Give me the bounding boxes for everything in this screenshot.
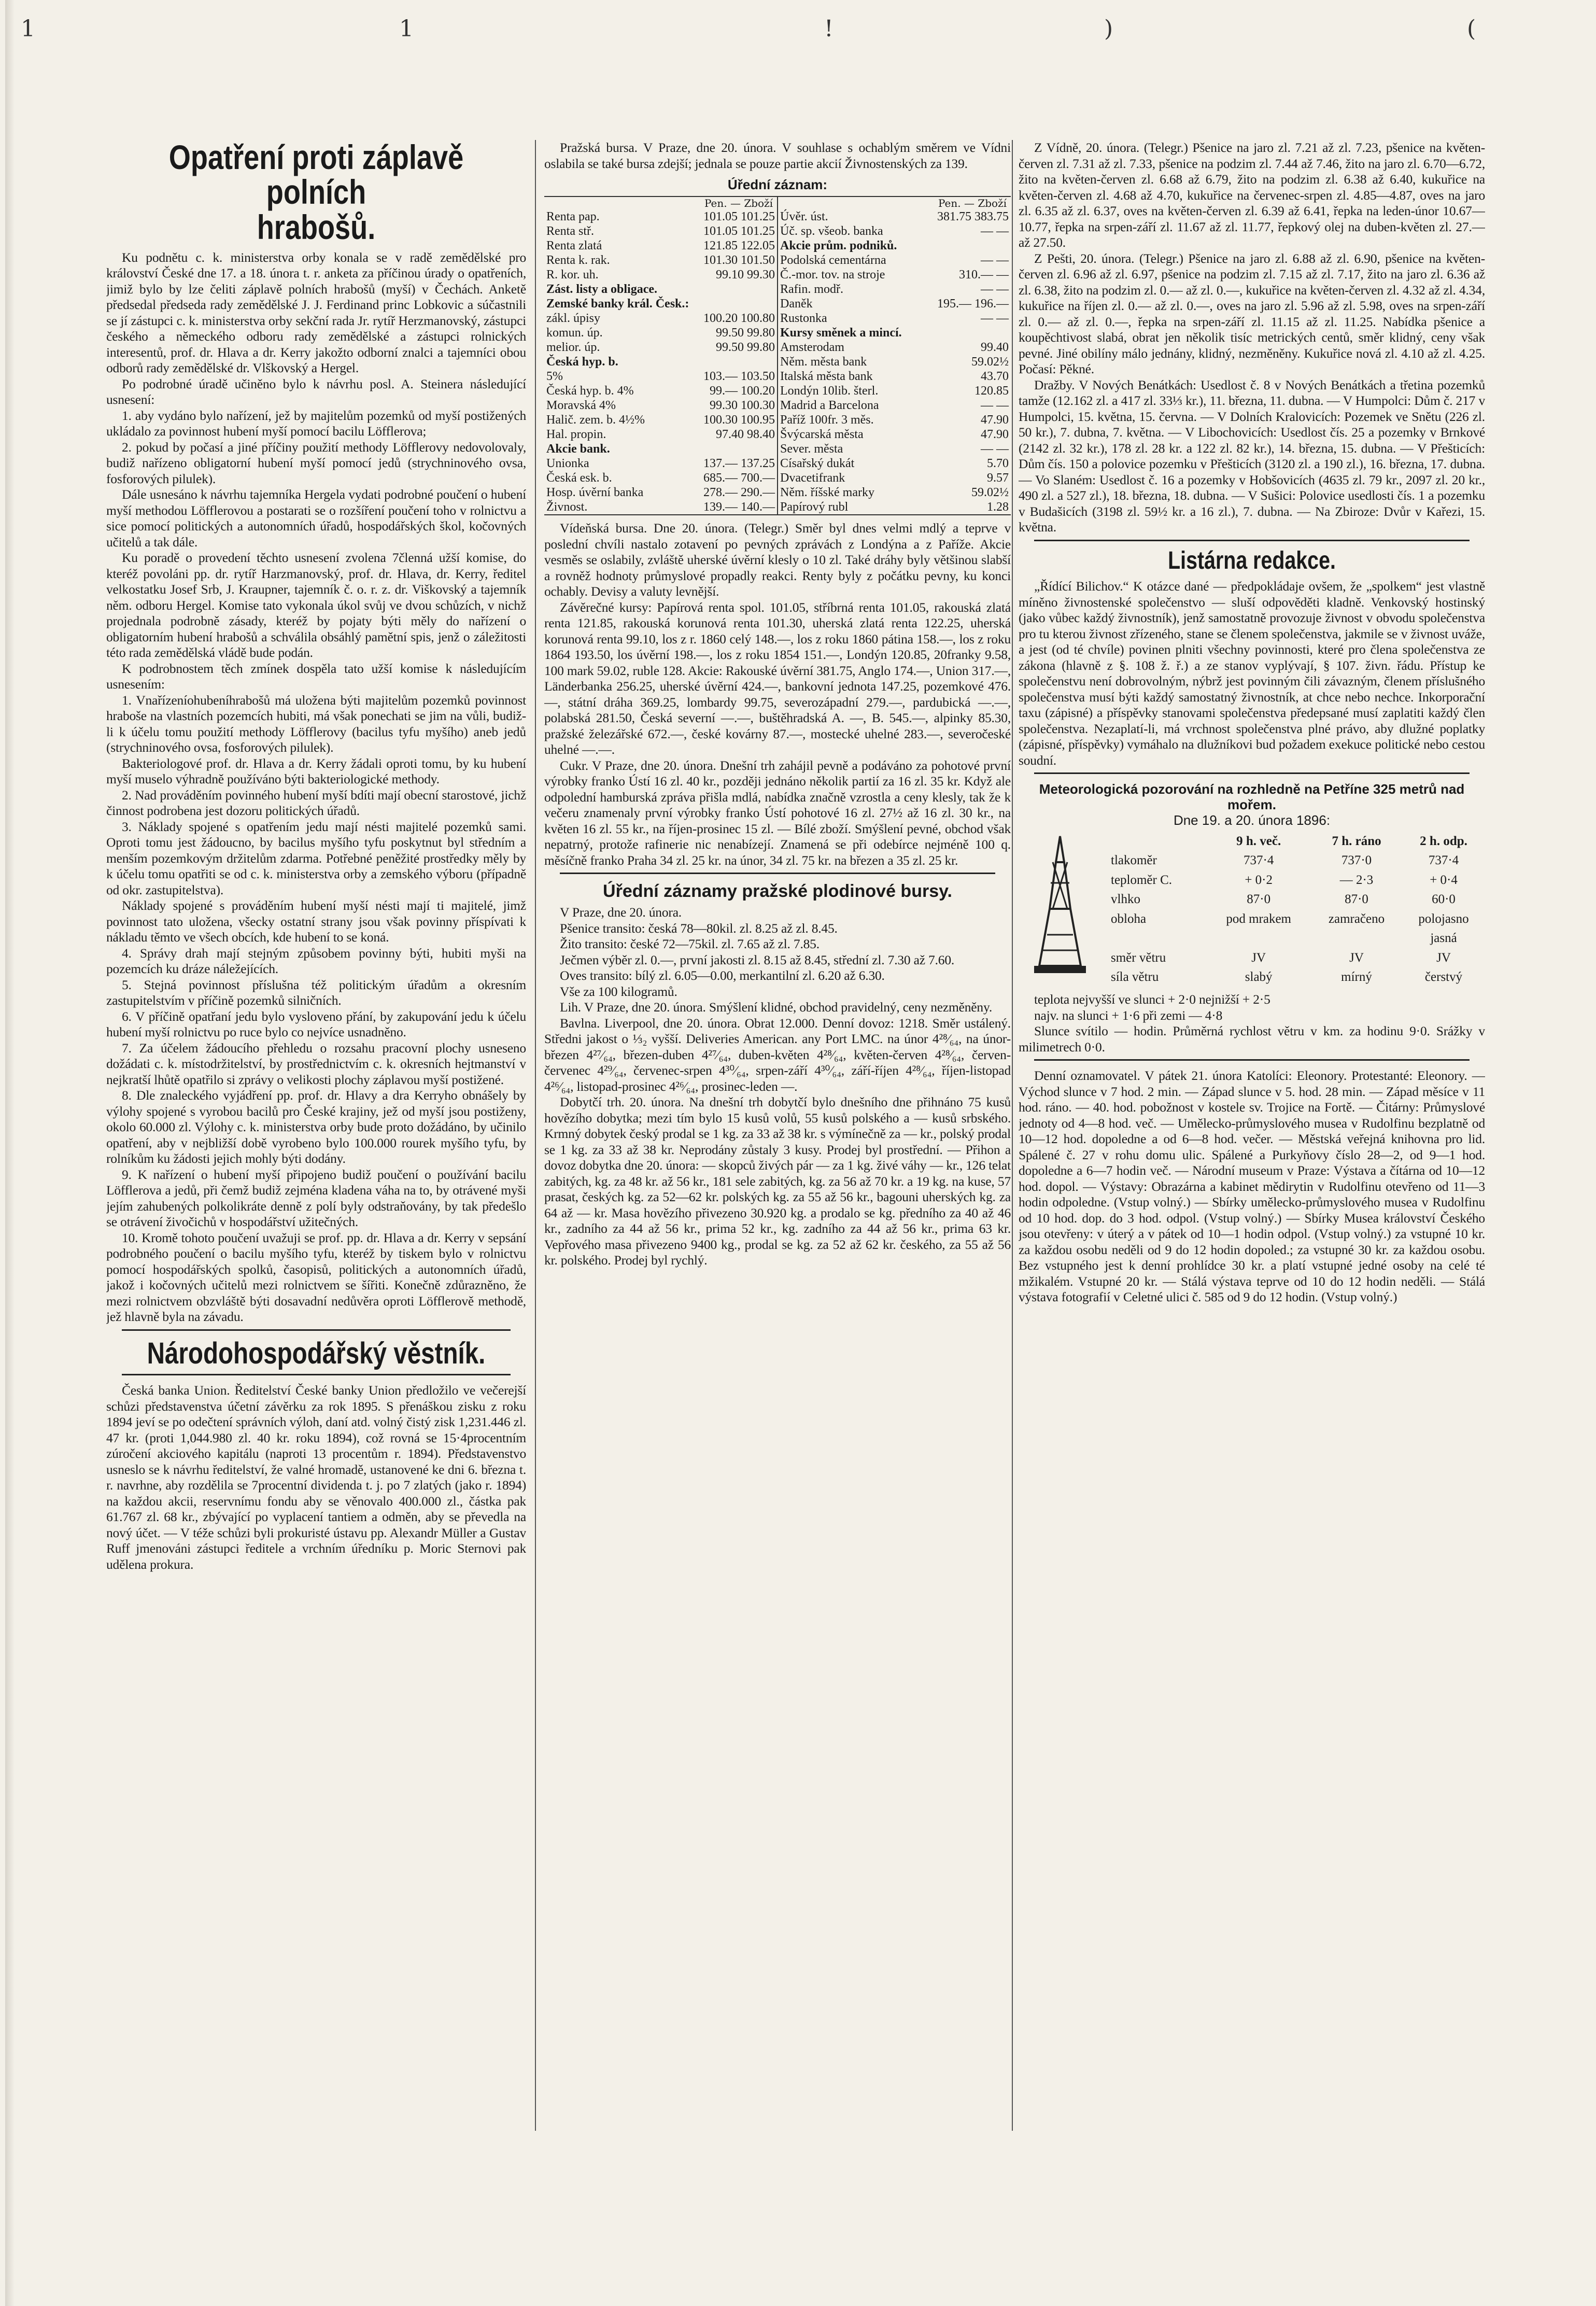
meteo-value: čerstvý	[1424, 970, 1463, 985]
rates-col-head: Pen. — Zboží	[938, 197, 1007, 209]
rate-label: Česká esk. b.	[546, 471, 612, 485]
rate-row	[778, 224, 1011, 238]
meteo-table	[1108, 831, 1485, 987]
rate-label: Londýn 10lib. šterl.	[780, 384, 879, 398]
header-mark: 1	[21, 16, 35, 42]
rate-row	[778, 456, 1011, 471]
column-1	[106, 140, 526, 1572]
section-rule	[122, 1374, 511, 1375]
meteo-value: zamračeno	[1328, 911, 1385, 926]
meteo-value: + 0·2	[1245, 873, 1273, 887]
rate-value: 310.— —	[959, 268, 1009, 282]
rate-value: — —	[981, 399, 1009, 412]
rate-value: 99.50 99.80	[716, 326, 775, 340]
rate-row	[544, 340, 777, 355]
rate-row	[544, 224, 777, 238]
meteo-header-cell: 2 h. odp.	[1420, 834, 1467, 848]
rate-label: Dvacetifrank	[780, 471, 845, 485]
paragraph: Oves transito: bílý zl. 6.05—0.00, merkantilní zl. 6.20 až 6.30.	[560, 968, 885, 983]
rate-label: Sever. města	[780, 442, 843, 456]
listarna-body	[1019, 579, 1485, 768]
prices-body	[544, 905, 1011, 1269]
paragraph: Dobytčí trh. 20. února. Na dnešní trh dobytčí bylo dnešního dne přihnáno 75 kusů hovězího dobytka; mezi tím bylo 15 kusů volů, 55 kusů polského a — kusů srbského. Krmný dobytek český prodal se 1 kg. za 33 až 38 kr. s výmínečně za — kr., polský prodal se 1 kg. za 33 až 38 kr. Neprodány zůstaly 3 kusy. Prodej byl prostřední. — Přihon a dovoz dobytka dne 20. února: — skopců živých pár — za 1 kg. živé váhy — kr., 126 telat zabitých, kg. za 48 kr. až 56 kr., 181 sele zabitých, kg. za 56 až 70 kr. a 19 kg. na kuse, 57 prasat, českých kg. za 52—62 kr. polských kg. za 55 až 56 kr., bagouni uherských kg. za 64 až — kr. Masa hovězího přivezeno 30.920 kg. a prodalo se kg. předního za 40 až 46 kr., zadního za 44 až 56 kr., prima 52 kr., kg. zadního za 44 až 56 kr., prima 63 kr. Vepřového masa přivezeno 9400 kg., prodal se kg. za 52 až 62 kr. českého, za 55 až 56 kr. polského. Prodej byl rychlý.	[544, 1094, 1011, 1268]
rate-row	[544, 268, 777, 282]
rate-value: 685.— 700.—	[703, 471, 775, 485]
rate-value: 47.90	[981, 413, 1009, 427]
meteo-value: JV	[1251, 950, 1266, 965]
paragraph: 9. K nařízení o hubení myší připojeno budiž poučení o používání bacilu Löfflerova a jedů, při čemž budiž zejména kladena váha na to, by otrávené myši jejím zahubených polkolikráte denně z polí byly odstraňovány, by tak předešlo se otrávení živočichů v hospodářství užitečných.	[106, 1166, 526, 1230]
rate-row	[544, 355, 777, 369]
rate-value: 121.85 122.05	[703, 239, 775, 252]
meteo-header-cell	[1108, 831, 1206, 851]
rates-col-head: Pen. — Zboží	[704, 197, 773, 209]
rate-value: 101.05 101.25	[703, 224, 775, 238]
rates-table	[544, 196, 1011, 515]
rate-label: Úvěr. úst.	[780, 210, 828, 223]
rate-label: Kursy směnek a mincí.	[780, 326, 902, 340]
rate-row	[778, 253, 1011, 268]
meteo-row	[1108, 948, 1485, 967]
rate-row	[544, 398, 777, 413]
rate-row	[778, 369, 1011, 384]
paragraph: Slunce svítilo — hodin. Průměrná rychlost větru v km. za hodinu 9·0. Srážky v milimetrech 0·0.	[1019, 1023, 1485, 1054]
paragraph: Vídeňská bursa. Dne 20. února. (Telegr.) Směr byl dnes velmi mdlý a teprve v poslední chvíli nastalo zotavení po pevných zprávách z Londýna a z Paříže. Akcie vesměs se oslabily, zvláště uherské úvěrní klesly o 10 zl. Také dráhy byly většinou slabší a rovněž hodnoty průmyslové propadly reakci. Renty byly z počátku pevny, ku konci ochably. Devisy a valuty levnější.	[544, 521, 1011, 599]
meteo-label: obloha	[1111, 911, 1147, 926]
rate-label: Italská města bank	[780, 370, 873, 383]
rate-value: 99.40	[981, 341, 1009, 354]
paragraph: 3. Náklady spojené s opatřením jedu mají nésti majitelé pozemků sami. Oproti tomu jest žádoucno, by bacilus myšího tyfu poskytnut byl středním a menším pozemkovým držitelům zdarma. Potřebné peněžité prostředky měly by k účelu tomu opatřiti se od c. k. ministerstva orby a zemského výboru (případně od okr. zastupitelstva).	[106, 819, 526, 897]
paragraph: Denní oznamovatel. V pátek 21. února Katolíci: Eleonory. Protestanté: Eleonory. — Východ slunce v 7 hod. 2 min. — Západ slunce v 5. hod. 28 min. — Západ měsíce v 11 hod. ráno. — 40. hod. pobožnost v kostele sv. Trojice na Fortě. — Čitárny: Průmyslové jednoty od 4—8 hod. več. — Umělecko-průmyslového musea v Rudolfinu bezplatně od 10—12 hod. dopoledne a od 6—8 hod. večer. — Městská veřejná knihovna pro lid. Spálené č. 27 v rohu domu ulic. Spálené a Purkyňovy číslo 28—2, od 9—1 hod. dopoledne a 6—7 hodin več. — Národní museum v Praze: Výstava a čítárna od 10—12 hod. dopol. — Výstavy: Obrazárna a kabinet mědirytin v Rudolfinu otevřeno od 11—3 hodin odpoledne. (Vstup volný.) — Sbírky umělecko-průmyslového musea v Rudolfinu od 10 hod. dop. do 3 hod. odpol. (Vstup volný.) — Sbírky Musea království Českého jsou otevřeny: v úterý a v pátek od 10—1 hodin odpol. (Vstup volný.) za vstupné 10 kr. za každou osobu neděli od 9 do 12 hodin dopoled.; za vstupné 30 kr. za každou osobu. Bez vstupného jest k denní prohlídce 30 kr. a platí vstupné jedné osoby na celé té mžikalém. Vstupné 20 kr. — Stálá výstava teprve od 10 do 12 hodin neděli. — Stálá výstava fotografií v Celetné ulici č. 585 od 9 do 12 hodin. (Vstup volný.)	[1019, 1068, 1485, 1305]
paragraph: Ku podnětu c. k. ministerstva orby konala se v radě zemědělské pro království České dne 17. a 18. února t. r. anketa za příčinou úrady o opatřeních, jimiž bylo by lze čeliti záplavě polních hrabošů (myší) v Čechách. Anketě předsedal předseda rady zemědělské J. J. Ferdinand princ Lobkovic a súčastnili se jí zástupci c. k. ministerstva orby sekční rada Jr. rytíř Herzmanovský, zástupci českého a německého odboru rady zemědělské a zástupci rolnických interesentů, prof. dr. Hlava a dr. Kerry jakožto odborní znalci a tajemníci obou odborů rady zemědělské dr. Vlškovský a Hergel.	[106, 249, 526, 376]
column-divider	[535, 140, 536, 2131]
section-title: Národohospodářský věstník.	[147, 1336, 486, 1370]
rate-label: melior. úp.	[546, 341, 600, 354]
rate-value: 137.— 137.25	[703, 457, 775, 470]
paragraph: Pšenice transito: česká 78—80kil. zl. 8.25 až zl. 8.45.	[560, 920, 838, 936]
rate-row	[544, 442, 777, 456]
rate-value: 5.70	[987, 457, 1009, 470]
meteo-label: síla větru	[1111, 970, 1159, 985]
meteo-header-row	[1108, 831, 1485, 851]
rate-label: 5%	[546, 370, 563, 383]
paragraph: 1. Vnařízeníohubeníhrabošů má uložena býti majitelům pozemků povinnost hraboše na vlastních pozemcích hubiti, má však ponechati se jim na vůli, budiž-li k účelu tomu použití methody Löfflerovy (bacilus tyfu myšího) aneb jedů (strychninového ovsa, fosforových pilulek).	[106, 692, 526, 755]
title-line: hrabošů.	[257, 207, 376, 246]
meteo-value: 737·4	[1244, 853, 1274, 868]
meteo-label	[1108, 929, 1206, 948]
rate-row	[778, 311, 1011, 326]
rate-value: 1.28	[987, 500, 1009, 514]
rate-value: 101.05 101.25	[703, 210, 775, 223]
meteo-label: teploměr C.	[1111, 873, 1173, 887]
rate-label: Zemské banky král. Česk.:	[546, 297, 689, 311]
meteo-value: pod mrakem	[1226, 911, 1292, 926]
rate-row	[778, 384, 1011, 398]
paragraph: Závěrečné kursy: Papírová renta spol. 101.05, stříbrná renta 101.05, rakouská zlatá renta 121.85, rakouská korunová renta 101.30, uherská zlatá renta 122.25, uherská korunová renta 99.10, los z r. 1860 celý 148.—, los z roku 1860 pátina 158.—, los z roku 1864 193.50, los úvěrní 198.—, los z roku 1854 151.—, Londýn 120.85, 20franky 9.58, 100 mark 59.02, ruble 128. Akcie: Rakouské úvěrní 381.75, Anglo 174.—, Union 317.—, Länderbanka 256.25, uherské úvěrní 424.—, bankovní jednota 147.25, pozemkové 476.—, státní dráha 369.25, lombardy 99.75, severozápadní 279.—, pardubická —.—, polabská 281.50, Česká severní —.—, buštěhradská A. —, B. 545.—, alpinky 85.30, pražské železářské 672.—, české kovárny 87.—, mostecké uhelné 283.—, severočeské uhelné —.—.	[544, 599, 1011, 757]
section-rule	[1034, 1059, 1470, 1061]
rate-value: 100.20 100.80	[703, 312, 775, 325]
rate-value: 100.30 100.95	[703, 413, 775, 427]
rate-row	[544, 384, 777, 398]
rate-value: 101.30 101.50	[703, 254, 775, 267]
rate-row	[778, 297, 1011, 311]
rate-row	[778, 413, 1011, 427]
section-rule	[1034, 540, 1470, 541]
meteo-extra	[1019, 992, 1485, 1055]
rate-value: 97.40 98.40	[716, 428, 775, 441]
section-rule	[1034, 772, 1470, 774]
rate-value: 59.02½	[971, 355, 1009, 369]
meteo-value: 87·0	[1345, 892, 1368, 907]
rate-label: Česká hyp. b. 4%	[546, 384, 634, 398]
paragraph: Po podrobné úradě učiněno bylo k návrhu posl. A. Steinera následující usnesení:	[106, 376, 526, 407]
rate-label: Živnost.	[546, 500, 588, 514]
rates-right-table	[778, 209, 1011, 514]
meteo-header-cell: 9 h. več.	[1236, 834, 1281, 848]
rate-row	[778, 442, 1011, 456]
rate-label: Halič. zem. b. 4½%	[546, 413, 645, 427]
rate-label: Česká hyp. b.	[546, 355, 618, 369]
meteo-value: slabý	[1245, 970, 1273, 985]
meteo-row	[1108, 870, 1485, 890]
rate-label: Hosp. úvěrní banka	[546, 486, 644, 499]
title-line: Opatření proti záplavě polních	[168, 140, 464, 212]
header-marks	[0, 16, 1596, 52]
rate-row	[778, 326, 1011, 340]
meteo-label: tlakoměr	[1111, 853, 1157, 868]
meteo-box	[1019, 831, 1485, 987]
meteo-value: 737·4	[1428, 853, 1459, 868]
rate-value: 139.— 140.—	[703, 500, 775, 514]
rate-row	[778, 355, 1011, 369]
meteo-value: mírný	[1341, 970, 1372, 985]
rate-row	[544, 485, 777, 500]
meteo-value	[1311, 929, 1402, 948]
meteo-row	[1108, 967, 1485, 987]
rate-label: Madrid a Barcelona	[780, 399, 879, 412]
rate-row	[544, 253, 777, 268]
rate-label: Amsterodam	[780, 341, 844, 354]
paragraph: K podrobnostem těch zmínek dospěla tato užší komise k následujícím usnesením:	[106, 660, 526, 692]
meteo-date: Dne 19. a 20. února 1896:	[1173, 812, 1331, 828]
meteo-value: JV	[1436, 950, 1451, 965]
paragraph: Vše za 100 kilogramů.	[560, 983, 677, 999]
rate-row	[544, 369, 777, 384]
rate-value: 278.— 290.—	[703, 486, 775, 499]
paragraph: najv. na slunci + 1·6 při zemi — 4·8	[1034, 1007, 1223, 1023]
rate-row	[544, 311, 777, 326]
meteo-value: JV	[1349, 950, 1364, 965]
rate-value: 99.50 99.80	[716, 341, 775, 354]
rate-label: Hal. propin.	[546, 428, 606, 441]
rate-value: — —	[981, 254, 1009, 267]
header-mark: 1	[399, 16, 414, 42]
rate-label: Podolská cementárna	[780, 254, 886, 267]
paragraph: 5. Stejná povinnost příslušna též politickým úřadům a okresním zastupitelstvím v příčině pozemků silničních.	[106, 977, 526, 1008]
paragraph: 1. aby vydáno bylo nařízení, jež by majitelům pozemků od myší postižených ukládalo za povinnost hubení myší pomocí bacilu Löfflerova;	[106, 407, 526, 439]
rate-value: 99.30 100.30	[710, 399, 775, 412]
header-mark: )	[1104, 16, 1113, 42]
article-body	[106, 250, 526, 1325]
rate-value: — —	[981, 442, 1009, 456]
meteo-value: + 0·4	[1430, 873, 1458, 887]
rate-label: Rafin. modř.	[780, 283, 843, 296]
rates-right	[777, 197, 1011, 514]
rate-row	[778, 282, 1011, 297]
paragraph: 6. V příčině opatřaní jedu bylo vysloveno přání, by zakupování jedu k účelu hubení myší rolnictvu po ruce bylo co nejvíce usnadněno.	[106, 1008, 526, 1040]
rate-value: — —	[981, 224, 1009, 238]
rate-row	[544, 427, 777, 442]
rate-label: Rustonka	[780, 312, 827, 325]
header-mark: (	[1467, 16, 1476, 42]
rate-value: 195.— 196.—	[937, 297, 1009, 311]
paragraph: 2. Nad prováděním povinného hubení myší bdíti mají obecní starostové, jichž činnost podrobena jest dozoru politických úřadů.	[106, 787, 526, 819]
section-rule	[560, 873, 995, 874]
rate-label: Daněk	[780, 297, 813, 311]
paragraph: 4. Správy drah mají stejným způsobem povinny býti, hubiti myši na pozemcích ku dráze náležejících.	[106, 945, 526, 977]
paragraph: Bakteriologové prof. dr. Hlava a dr. Kerry žádali oproti tomu, by ku hubení myší muselo výhradně používáno býti bakteriologické methody.	[106, 755, 526, 787]
prices-title: Úřední záznamy pražské plodinové bursy.	[603, 881, 952, 901]
article-body	[106, 1383, 526, 1572]
rate-row	[544, 456, 777, 471]
rate-row	[544, 413, 777, 427]
bourse-lead: Pražská bursa. V Praze, dne 20. února. V souhlase s ochablým směrem ve Vídni oslabila se také bursa zdejší; jednala se pouze partie akcií Živnostenských za 139.	[544, 140, 1011, 171]
paragraph: Cukr. V Praze, dne 20. února. Dnešní trh zahájil pevně a podáváno za pohotové první výrobky franko Ústí 16 zl. 40 kr., později jednáno několik partií za 16 zl. 35 kr. Když ale odpolední hamburská zpráva přišla mdlá, nabídka značně vzrostla a ceny klesly, tak že k večeru znamenaly první výrobky franko Ústí pohotové 16 zl. 27½ až 16 zl. 30 kr., na květen 16 zl. 55 kr., na říjen-prosinec 15 zl. — Bílé zboží. Smýšlení pevné, obchod však nepatrný, protože rafinerie nic nenabízejí. Znamená se při odebírce nejméně 100 q. měsíčně franko Praha 34 zl. 25 kr. na únor, 34 zl. 75 kr. na březen a 35 zl. 25 kr.	[544, 757, 1011, 868]
rate-row	[544, 282, 777, 297]
meteo-value: jasná	[1430, 931, 1457, 946]
paragraph: 7. Za účelem žádoucího přehledu o rozsahu pracovní plochy usneseno dožádati c. k. místodržitelství, by prostřednictvím c. k. okresních hejtmanství v nejkratší lhůtě opatřilo si zprávy o velikosti plochy záplavou myší postižené.	[106, 1040, 526, 1087]
rate-value: 47.90	[981, 428, 1009, 441]
meteo-row	[1108, 929, 1485, 948]
rate-label: zákl. úpisy	[546, 312, 600, 325]
rate-row	[544, 326, 777, 340]
meteo-value: 87·0	[1247, 892, 1271, 907]
paragraph: 8. Dle znaleckého vyjádření pp. prof. dr. Hlavy a dra Kerryho obnášely by výlohy spojené s vyrobou bacilů pro České krajiny, jež od myší jsou postiženy, okolo 60.000 zl. Výlohy c. k. ministerstva orby bude proto dožádáno, by učinilo opatření, aby v nejbližší době vyrobeno bylo 100.000 rourek myšího tyfu, by rolníkům ku žádosti jejich mohly býti dodány.	[106, 1088, 526, 1166]
rate-label: R. kor. uh.	[546, 268, 599, 282]
rate-label: Něm. města bank	[780, 355, 867, 369]
header-mark: !	[824, 16, 834, 42]
rate-label: Švýcarská města	[780, 428, 864, 441]
rate-row	[544, 238, 777, 253]
oznamovatel-body	[1019, 1068, 1485, 1305]
rate-row	[778, 340, 1011, 355]
rate-value: 59.02½	[971, 486, 1009, 499]
rate-value: 103.— 103.50	[703, 370, 775, 383]
meteo-row	[1108, 851, 1485, 870]
rate-row	[778, 398, 1011, 413]
rate-label: Paříž 100fr. 3 měs.	[780, 413, 874, 427]
rate-row	[544, 209, 777, 224]
column-divider	[1012, 140, 1013, 2131]
rate-row	[778, 471, 1011, 485]
rate-row	[778, 500, 1011, 514]
column-3	[1019, 140, 1485, 1305]
rate-row	[544, 297, 777, 311]
rate-label: Unionka	[546, 457, 589, 470]
rate-row	[544, 471, 777, 485]
meteo-row	[1108, 890, 1485, 909]
paragraph: Lih. V Praze, dne 20. února. Smýšlení klidné, obchod pravidelný, ceny nezměněny.	[560, 1000, 993, 1015]
rate-value: 99.10 99.30	[716, 268, 775, 282]
meteo-value: 737·0	[1341, 853, 1372, 868]
meteo-value: 60·0	[1432, 892, 1456, 907]
page-edge	[5, 0, 15, 2306]
rate-value: — —	[981, 312, 1009, 325]
rate-label: Moravská 4%	[546, 399, 616, 412]
rate-row	[544, 500, 777, 514]
section-rule	[122, 1329, 511, 1331]
paragraph: Z Pešti, 20. února. (Telegr.) Pšenice na jaro zl. 6.88 až zl. 6.90, pšenice na květen-červen zl. 6.96 až zl. 6.97, pšenice na podzim zl. 7.15 až zl. 7.17, žito na jaro zl. 6.36 až zl. 6.38, žito na podzim zl. 0.— až zl. 0.—, kukuřice na květen-červen zl. 4.32 až zl. 4.34, kukuřice na říjen zl. 0.— až zl. 0.—, oves na jaro zl. 5.96 až zl. 5.98, oves na srpen-září zl. 0.— až zl. 0.—, řepka na srpen-září zl. 11.15 až zl. 11.25. Nabídka pšenice a koupěchtivost slabá, obrat jen několik tisíc metrických centů, směr klidný, ceny však pevné. Jiné obilíny málo jednány, klidný, nezměněny. Kukuřice nová zl. 4.10 až zl. 4.25. Počasí: Pěkné.	[1019, 250, 1485, 376]
rate-label: Papírový rubl	[780, 500, 849, 514]
bourse-table-title: Úřední záznam:	[727, 177, 828, 192]
paragraph: Náklady spojené s prováděním hubení myší nésti mají ti majitelé, jimž povinnost tato uložena, všecky ostatní strany jsou však povinny příspívati k nákladu těmto ve všech obcích, kde hubení to se koná.	[106, 898, 526, 945]
paragraph: Česká banka Union. Ředitelství České banky Union předložilo ve večerejší schůzi představenstva účetní závěrku za rok 1895. S přenáškou zisku z roku 1894 jeví se po odečtení správních výloh, daní atd. volný čistý zisk 1,231.446 zl. 47 kr. (proti 1,044.980 zl. 40 kr. roku 1894), což rovná se 15·4procentním zúročení akciového kapitálu (naproti 13 procentům r. 1894). Představenstvo usneslo se k návrhu ředitelství, že valné hromadě, ustanovené ke dni 6. března t. r. navrhne, aby rozdělila se 7procentní dividenda t. j. po 7 zlatých (jako r. 1894) na každou akcii, reservnímu fondu aby se věnovalo 400.000 zl., částka pak 61.767 zl. 68 kr., zbývající po vyplacení tantiem a odměn, aby se převedla na nový účet. — V téže schůzi byli prokuristé ústavu pp. Alexandr Müller a Gustav Ruff jmenováni zástupci ředitele a vrchním úředníku p. Moric Sternovi pak udělena prokura.	[106, 1383, 526, 1572]
rate-row	[778, 209, 1011, 224]
paragraph: „Řídící Bilichov.“ K otázce dané — předpokládaje ovšem, že „spolkem“ jest vlastně míněno živnostenské společenstvo — sluší odpověděti kladně. Venkovský hostinský (jako vůbec každý živnostník), jenž samostatně provozuje živnost v obvodu společenstva pro tu kterou živnost zřízeného, stane se členem společenstva, jakmile se v živnost uváže, a jest (od té chvíle) povinen plniti všechny povinnosti, které pro člena společenstva ze zákona (hlavně z §. 108 ž. ř.) a ze stanov vyplývají, § 107. živn. řádu. Přístup ke společenstvu není dobrovolným, nýbrž jest povinným čili závazným, členem příslušného společenstva musí býti každý samostatný živnostník, at chce nebo nechce. Inkorporační taxu (zápisné) a příspěvky stanovami společenstva předepsané musí zaplatiti každý člen společenstva. Nezaplatí-li, má vrchnost společenstva plné právo, aby dlužné poplatky (zápisné, příspěvky) vymáhalo na dlužníkovi bud požadem exekuce politické nebo cestou soudní.	[1019, 579, 1485, 768]
rate-row	[778, 268, 1011, 282]
grain-reports	[1019, 140, 1485, 536]
rate-value: — —	[981, 283, 1009, 296]
rate-label: Akcie prům. podniků.	[780, 239, 897, 252]
article-title	[144, 140, 488, 245]
rate-label: komun. úp.	[546, 326, 603, 340]
rate-label: Renta k. rak.	[546, 254, 610, 267]
rate-row	[778, 485, 1011, 500]
rate-label: Č.-mor. tov. na stroje	[780, 268, 885, 282]
rate-label: Úč. sp. všeob. banka	[780, 224, 883, 238]
meteo-label: vlhko	[1111, 892, 1140, 907]
paragraph: Žito transito: české 72—75kil. zl. 7.65 až zl. 7.85.	[560, 936, 820, 951]
paragraph: teplota nejvyšší ve slunci + 2·0 nejnižší + 2·5	[1034, 992, 1270, 1007]
rate-label: Císařský dukát	[780, 457, 855, 470]
meteo-value: polojasno	[1418, 911, 1469, 926]
paragraph: V Praze, dne 20. února.	[560, 905, 682, 920]
rates-left	[544, 197, 777, 514]
paragraph: Bavlna. Liverpool, dne 20. února. Obrat 12.000. Denní dovoz: 1218. Směr ustálený. Středni jakost o ⅓₂ vyšší. Deliveries American. any Port LMC. na únor 4²⁸⁄₆₄, na únor-březen 4²⁷⁄₆₄, březen-duben 4²⁷⁄₆₄, duben-květen 4²⁸⁄₆₄, květen-červen 4²⁸⁄₆₄, červen-červenec 4²⁹⁄₆₄, červenec-srpen 4³⁰⁄₆₄, srpen-září 4³⁰⁄₆₄, září-říjen 4²⁸⁄₆₄, říjen-listopad 4²⁶⁄₆₄, listopad-prosinec 4²⁶⁄₆₄, prosinec-leden —.	[544, 1015, 1011, 1094]
meteo-header-cell: 7 h. ráno	[1332, 834, 1381, 848]
paragraph: Ječmen výběr zl. 0.—, první jakosti zl. 8.15 až 8.45, střední zl. 7.30 až 7.60.	[560, 952, 955, 967]
column-2	[544, 140, 1011, 1269]
petrin-tower-icon	[1019, 831, 1101, 987]
meteo-value	[1206, 929, 1311, 948]
paragraph: Dražby. V Nových Benátkách: Usedlost č. 8 v Nových Benátkách a třetina pozemků tamže (12.162 zl. a 417 zl. 33⅓ kr.), 11. března, 11. dubna. — V Humpolci: Dům č. 217 v Humpolci, 15. května, 15. června. — V Dolních Kralovicích: Pozemek ve Snětu (226 zl. 50 kr.), 7. dubna, 7. května. — V Libochovicích: Usedlost čís. 25 a pozemky v Brnkové (2142 zl. 32 kr.), 178 zl. 28 kr. a 122 zl. 82 kr.), 14. března, 15. dubna. — V Přešticích: Dům čís. 150 a polovice pozemku v Přešticích (3120 zl. a 190 zl.), 16. března, 17. dubna. — Vo Slaném: Usedlost č. 16 a pozemky v Hobšovicích (4635 zl. 79 kr., 2097 zl. 20 kr., 490 zl. a 527 zl.), 18. března, 18. dubna. — V Sušici: Polovice usedlosti čís. 1 a pozemku v Budašicích (3198 zl. 59½ kr. a 16 zl.), 7. dubna. — Na Zbiroze: Dvůr v Kařezi, 15. května.	[1019, 377, 1485, 535]
rate-row	[778, 238, 1011, 253]
paragraph: 10. Kromě tohoto poučení uvažuji se prof. pp. dr. Hlava a dr. Kerry v sepsání podrobného poučení o bacilu myšího tyfu, kteréž by tiskem bylo v rolnictvu pomocí hospodářských spolků, časopisů, politických a autonomních úřadů, jakož i kočovných učitelů mezi rolnictvem se šířiti. Konečně zdůrazněno, že mezi rolnictvem obzvláště býti dosavadní nedůvěra oproti Löfflerově methodě, jež hlavně byla na závadu.	[106, 1230, 526, 1325]
meteo-title: Meteorologická pozorování na rozhledně na Petříne 325 metrů nad mořem.	[1039, 781, 1465, 813]
rate-value: 120.85	[974, 384, 1009, 398]
rate-label: Zást. listy a obligace.	[546, 283, 657, 296]
rate-value: 43.70	[981, 370, 1009, 383]
market-reports	[544, 521, 1011, 868]
rate-label: Renta stř.	[546, 224, 594, 238]
rate-label: Renta pap.	[546, 210, 600, 223]
rate-row	[778, 427, 1011, 442]
rate-value: 99.— 100.20	[710, 384, 775, 398]
rates-left-table	[544, 209, 777, 514]
paragraph: 2. pokud by počasí a jiné příčiny použití methody Löfflerovy nedovolovaly, budiž nařízeno obligatorní hubení myší pomocí jedů (strychninového ovsa, fosforových pilulek).	[106, 439, 526, 486]
rate-value: 381.75 383.75	[937, 210, 1009, 223]
meteo-value: — 2·3	[1339, 873, 1374, 887]
paragraph: Dále usnesáno k návrhu tajemníka Hergela vydati podrobné poučení o hubení myší methodou Löfflerovou a postarati se o rozšíření poučení toho v rolnictvu a sice pomocí politických a autonomních úřadů, hospodářských škol, kočovných učitelů a tak dále.	[106, 487, 526, 550]
meteo-row	[1108, 909, 1485, 929]
meteo-label: směr větru	[1111, 950, 1166, 965]
rate-label: Něm. říšské marky	[780, 486, 874, 499]
paragraph: Z Vídně, 20. února. (Telegr.) Pšenice na jaro zl. 7.21 až zl. 7.23, pšenice na květen-červen zl. 7.31 až zl. 7.33, pšenice na podzim zl. 7.44 až 7.46, žito na jaro zl. 6.70—6.72, žito na květen-červen zl. 6.68 až 6.79, žito na podzim zl. 6.38 až 6.40, kukuřice na květen-červen zl. 4.68 až 4.70, kukuřice na červenec-srpen zl. 4.85—4.87, oves na jaro zl. 6.35 až zl. 6.37, oves na květen-červen zl. 6.39 až 6.41, řepka na leden-únor 10.67—10.77, řepka na srpen-září zl. 11.67 až zl. 11.77, řepkový olej na duben-květen zl. 27.— až 27.50.	[1019, 140, 1485, 250]
rate-label: Akcie bank.	[546, 442, 610, 456]
rate-value: 9.57	[987, 471, 1009, 485]
paragraph: Ku poradě o provedení těchto usnesení zvolena 7členná užší komise, do kteréž povoláni pp. dr. rytíř Harzmanovský, prof. dr. Hlava, dr. Kerry, ředitel velkostatku Josef Srb, J. Kraupner, tajemník č. o. r. z. dr. Viškovský a tajemník něm. odboru Hergel. Komise tato vykonala úkol svůj ve dvou schůzích, v nichž projednala podrobně zásady, kteréž by pojaty býti měly do nařízení o obligatorním hubení hrabošů a schválila obsáhlý pamětní spis, jenž o záležitosti této rada zemědělská vládě bude podán.	[106, 550, 526, 660]
section-title: Listárna redakce.	[1168, 546, 1336, 574]
rate-label: Renta zlatá	[546, 239, 602, 252]
